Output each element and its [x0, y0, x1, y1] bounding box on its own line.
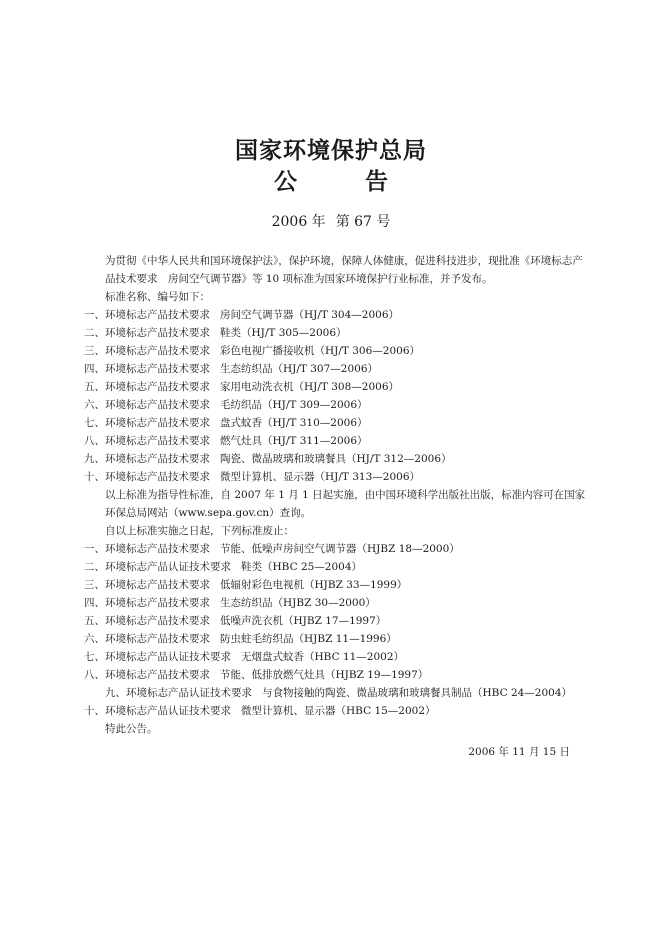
list-item: 十、环境标志产品技术要求 微型计算机、显示器（HJ/T 313—2006） [84, 471, 421, 483]
list-item: 一、环境标志产品技术要求 房间空气调节器（HJ/T 304—2006） [84, 309, 400, 321]
implementation-paragraph: 以上标准为指导性标准，自 2007 年 1 月 1 日起实施，由中国环境科学出版社出版，标准内容可在国家环保总局网站（www.sepa.gov.cn）查询。 [105, 489, 586, 519]
closing-statement: 特此公告。 [105, 723, 158, 735]
list-item: 七、环境标志产品认证技术要求 无烟盘式蚊香（HBC 11—2002） [84, 651, 405, 663]
list-heading: 标准名称、编号如下： [105, 291, 210, 303]
list-item: 四、环境标志产品技术要求 生态纺织品（HJ/T 307—2006） [84, 363, 379, 375]
announcement-number [0, 212, 662, 232]
announcement-year: 2006 年 [271, 214, 326, 230]
list-item: 七、环境标志产品技术要求 盘式蚊香（HJ/T 310—2006） [84, 417, 368, 429]
abolish-heading: 自以上标准实施之日起，下列标准废止： [105, 525, 294, 537]
list-item: 三、环境标志产品技术要求 彩色电视广播接收机（HJ/T 306—2006） [84, 345, 421, 357]
announcement-body [84, 252, 592, 738]
announcement-seq: 第 67 号 [335, 214, 391, 230]
abolished-standards-list [84, 540, 592, 720]
doc-type-heading [0, 167, 662, 197]
list-item: 六、环境标志产品技术要求 毛纺织品（HJ/T 309—2006） [84, 399, 368, 411]
list-item: 五、环境标志产品技术要求 家用电动洗衣机（HJ/T 308—2006） [84, 381, 400, 393]
list-item: 十、环境标志产品认证技术要求 微型计算机、显示器（HBC 15—2002） [84, 705, 436, 717]
doc-type-right: 告 [365, 168, 388, 195]
list-item: 八、环境标志产品技术要求 节能、低排放燃气灶具（HJBZ 19—1997） [84, 669, 429, 681]
list-item: 四、环境标志产品技术要求 生态纺织品（HJBZ 30—2000） [84, 597, 376, 609]
list-item: 一、环境标志产品技术要求 节能、低噪声房间空气调节器（HJBZ 18—2000） [84, 543, 460, 555]
intro-paragraph: 为贯彻《中华人民共和国环境保护法》，保护环境，保障人体健康，促进科技进步，现批准《环境标志产品技术要求 房间空气调节器》等 10 项标准为国家环境保护行业标准，并予发布。 [105, 255, 583, 285]
new-standards-list [84, 306, 592, 486]
list-item: 三、环境标志产品技术要求 低辐射彩色电视机（HJBZ 33—1999） [84, 579, 408, 591]
list-item: 九、环境标志产品技术要求 陶瓷、微晶玻璃和玻璃餐具（HJ/T 312—2006） [84, 453, 452, 465]
doc-type-left: 公 [274, 168, 297, 195]
agency-title: 国家环境保护总局 [235, 137, 427, 164]
list-item: 五、环境标志产品技术要求 低噪声洗衣机（HJBZ 17—1997） [84, 615, 387, 627]
list-item: 九、环境标志产品认证技术要求 与食物接触的陶瓷、微晶玻璃和玻璃餐具制品（HBC 24—2004） [105, 687, 573, 699]
list-item: 六、环境标志产品技术要求 防虫蛀毛纺织品（HJBZ 11—1996） [84, 633, 397, 645]
list-item: 二、环境标志产品技术要求 鞋类（HJ/T 305—2006） [84, 327, 347, 339]
list-item: 二、环境标志产品认证技术要求 鞋类（HBC 25—2004） [84, 561, 363, 573]
issue-date: 2006 年 11 月 15 日 [468, 746, 570, 758]
list-item: 八、环境标志产品技术要求 燃气灶具（HJ/T 311—2006） [84, 435, 368, 447]
